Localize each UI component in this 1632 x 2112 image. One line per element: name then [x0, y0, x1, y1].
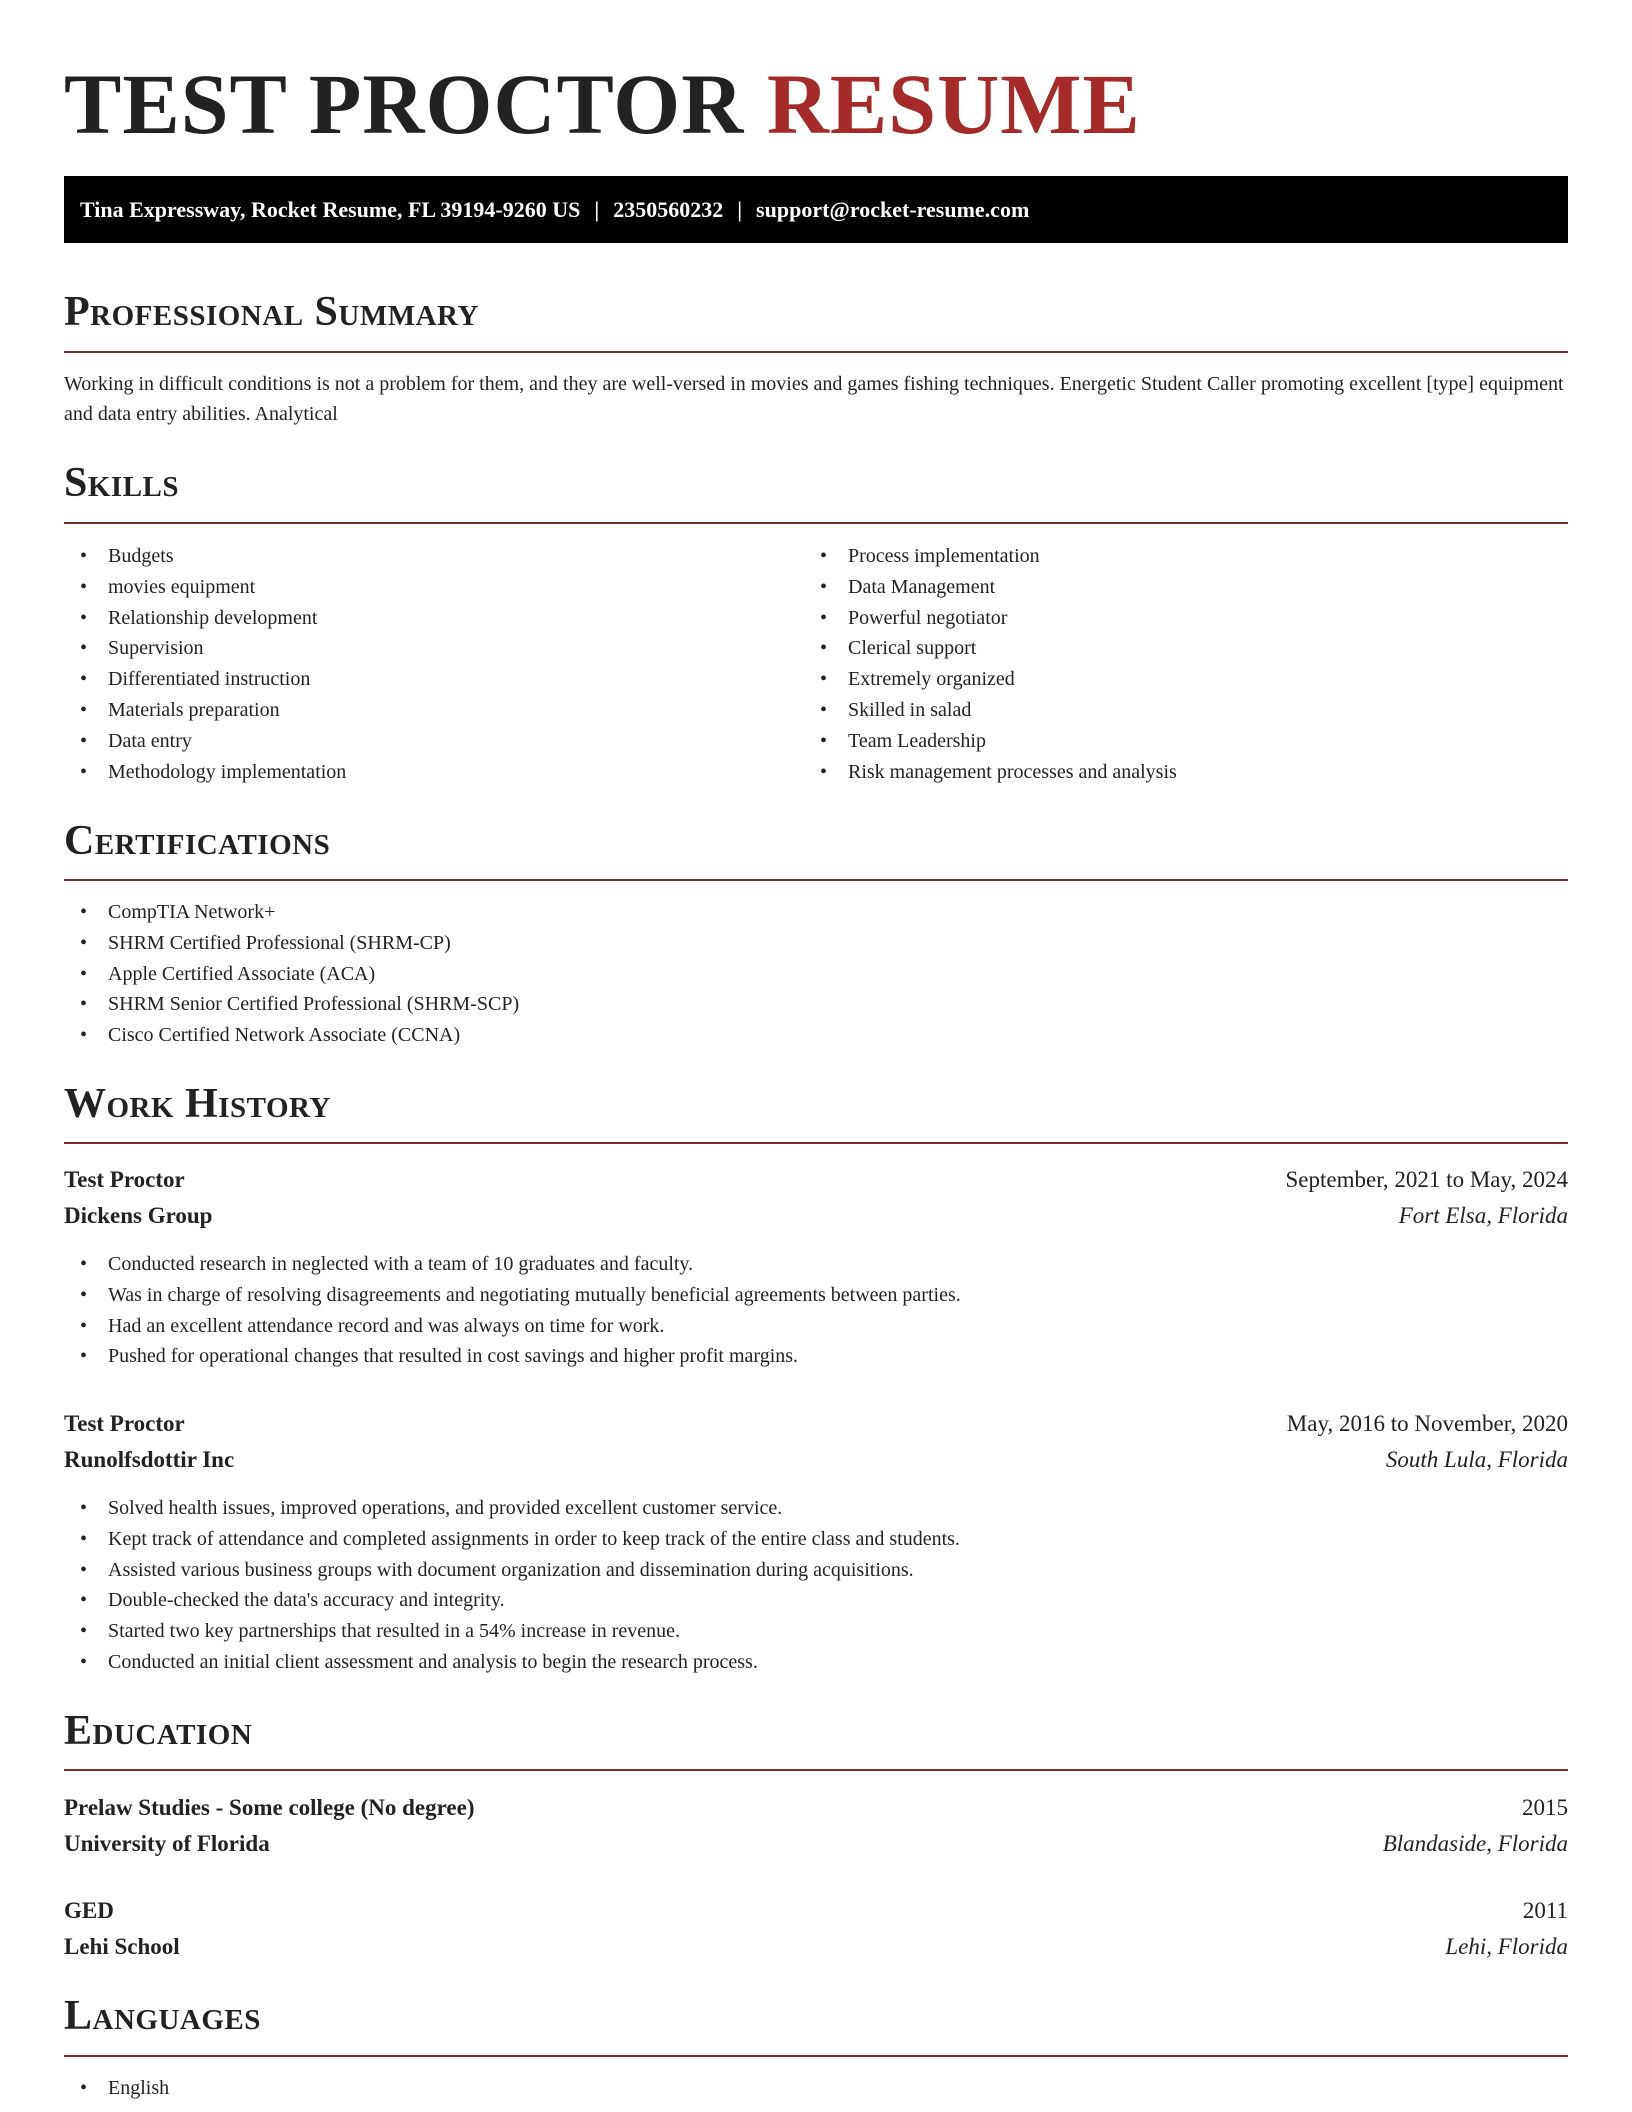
contact-phone: 2350560232	[613, 197, 724, 222]
job-dates: September, 2021 to May, 2024	[1285, 1167, 1568, 1192]
job-location: South Lula, Florida	[1385, 1447, 1568, 1472]
job-bullet: • Conducted an initial client assessment and analysis to begin the research process.	[64, 1647, 960, 1678]
skill-item: • Clerical support	[804, 633, 1177, 664]
job-bullet: • Double-checked the data's accuracy and integrity.	[64, 1585, 960, 1616]
job-bullet: • Started two key partnerships that resulted in a 54% increase in revenue.	[64, 1616, 960, 1647]
skill-item: • Differentiated instruction	[64, 664, 346, 695]
job-bullet: • Conducted research in neglected with a team of 10 graduates and faculty.	[64, 1249, 961, 1280]
job-bullet: • Pushed for operational changes that resulted in cost savings and higher profit margins.	[64, 1341, 961, 1372]
language-item: • English	[64, 2073, 169, 2104]
certification-item: • Cisco Certified Network Associate (CCNA)	[64, 1020, 519, 1051]
title-accent: RESUME	[766, 56, 1141, 152]
summary-text: Working in difficult conditions is not a problem for them, and they are well-versed in movies and games fishing techniques. Energetic Student Caller promoting excellent [type] equipment and data entry abilities. Analytical	[64, 373, 1564, 425]
certification-item: • SHRM Senior Certified Professional (SHRM-SCP)	[64, 989, 519, 1020]
section-divider	[64, 522, 1568, 524]
contact-bar	[64, 176, 1568, 243]
skill-item: • Budgets	[64, 541, 346, 572]
skill-item: • Materials preparation	[64, 695, 346, 726]
skills-list-right	[804, 541, 1177, 787]
education-school: University of Florida	[64, 1831, 270, 1856]
section-summary-heading	[64, 286, 1568, 338]
job-bullet: • Was in charge of resolving disagreements and negotiating mutually beneficial agreements between parties.	[64, 1280, 961, 1311]
section-education-heading	[64, 1705, 1568, 1757]
section-divider	[64, 879, 1568, 881]
contact-address: Tina Expressway, Rocket Resume, FL 39194-9260 US	[80, 197, 581, 222]
skill-item: • Risk management processes and analysis	[804, 757, 1177, 788]
skill-item: • Data Management	[804, 572, 1177, 603]
contact-separator: |	[594, 197, 600, 222]
skill-item: • Extremely organized	[804, 664, 1177, 695]
certifications-list	[64, 897, 519, 1051]
job-bullet: • Solved health issues, improved operations, and provided excellent customer service.	[64, 1493, 960, 1524]
section-title: Education	[64, 1708, 253, 1754]
skill-item: • Data entry	[64, 726, 346, 757]
section-divider	[64, 351, 1568, 353]
job-role: Test Proctor	[64, 1167, 185, 1192]
education-degree: GED	[64, 1898, 114, 1923]
skill-item: • Methodology implementation	[64, 757, 346, 788]
skill-item: • Skilled in salad	[804, 695, 1177, 726]
languages-list	[64, 2073, 169, 2104]
section-divider	[64, 1769, 1568, 1771]
section-title: Work History	[64, 1081, 331, 1127]
section-work-heading	[64, 1078, 1568, 1130]
job-bullets	[64, 1493, 960, 1678]
job-company: Runolfsdottir Inc	[64, 1447, 235, 1472]
job-location: Fort Elsa, Florida	[1398, 1203, 1568, 1228]
section-title: Certifications	[64, 818, 331, 864]
education-year: 2015	[1522, 1795, 1568, 1820]
contact-separator: |	[737, 197, 743, 222]
job-bullet: • Assisted various business groups with document organization and dissemination during acquisitions.	[64, 1555, 960, 1586]
section-divider	[64, 1142, 1568, 1144]
skills-list-left	[64, 541, 346, 787]
job-dates: May, 2016 to November, 2020	[1286, 1411, 1568, 1436]
skill-item: • Powerful negotiator	[804, 603, 1177, 634]
education-location: Lehi, Florida	[1445, 1934, 1568, 1959]
job-role: Test Proctor	[64, 1411, 185, 1436]
job-bullet: • Had an excellent attendance record and was always on time for work.	[64, 1311, 961, 1342]
job-bullet: • Kept track of attendance and completed assignments in order to keep track of the entire class and students.	[64, 1524, 960, 1555]
section-title: Languages	[64, 1993, 261, 2039]
skill-item: • movies equipment	[64, 572, 346, 603]
section-divider	[64, 2055, 1568, 2057]
resume-title	[64, 54, 1141, 154]
certification-item: • Apple Certified Associate (ACA)	[64, 959, 519, 990]
education-location: Blandaside, Florida	[1382, 1831, 1568, 1856]
contact-email: support@rocket-resume.com	[756, 197, 1030, 222]
education-degree: Prelaw Studies - Some college (No degree)	[64, 1795, 475, 1820]
certification-item: • SHRM Certified Professional (SHRM-CP)	[64, 928, 519, 959]
section-title: Professional Summary	[64, 289, 479, 335]
education-school: Lehi School	[64, 1934, 180, 1959]
job-company: Dickens Group	[64, 1203, 213, 1228]
section-title: Skills	[64, 460, 180, 506]
skill-item: • Team Leadership	[804, 726, 1177, 757]
section-certifications-heading	[64, 815, 1568, 867]
skill-item: • Supervision	[64, 633, 346, 664]
education-year: 2011	[1522, 1898, 1568, 1923]
title-main: TEST PROCTOR	[64, 56, 745, 152]
section-languages-heading	[64, 1990, 1568, 2042]
certification-item: • CompTIA Network+	[64, 897, 519, 928]
skill-item: • Relationship development	[64, 603, 346, 634]
section-skills-heading	[64, 457, 1568, 509]
job-bullets	[64, 1249, 961, 1372]
skill-item: • Process implementation	[804, 541, 1177, 572]
